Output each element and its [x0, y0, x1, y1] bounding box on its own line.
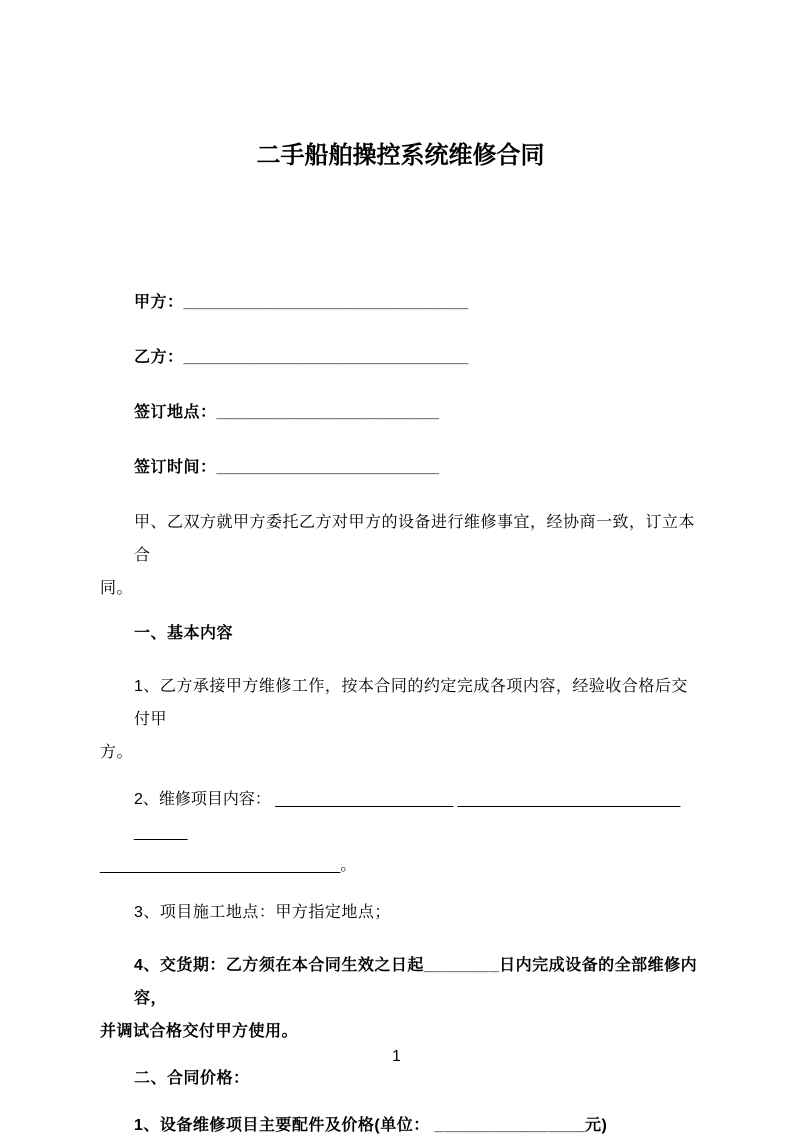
party-a-line	[100, 286, 701, 319]
intro-paragraph	[100, 506, 701, 605]
document-title: 二手船舶操控系统维修合同	[256, 142, 545, 169]
page-number: 1	[392, 1048, 401, 1065]
intro-line-2: 同。	[100, 580, 134, 597]
party-b-blank: ________________________________	[183, 349, 469, 366]
party-a-label: 甲方：	[134, 294, 184, 311]
item-3-paragraph: 3、项目施工地点：甲方指定地点；	[134, 904, 391, 921]
sign-place-blank: _________________________	[216, 404, 439, 421]
item-1-line-2: 方。	[100, 744, 134, 761]
item-5-paragraph: 1、设备维修项目主要配件及价格(单位： ________________元)	[134, 1117, 608, 1134]
sign-time-line	[100, 451, 701, 484]
party-a-blank: ________________________________	[183, 294, 469, 311]
sign-place-label: 签订地点：	[134, 404, 217, 421]
item-1-line-1: 1、乙方承接甲方维修工作，按本合同的约定完成各项内容，经验收合格后交付甲	[134, 678, 688, 728]
section-1-heading: 一、基本内容	[134, 625, 234, 642]
item-1-paragraph	[100, 670, 701, 769]
item-2-line-1: 2、维修项目内容： ____________________ _________________________ ______	[134, 791, 681, 841]
section-2-heading: 二、合同价格：	[134, 1070, 250, 1087]
party-b-line	[100, 341, 701, 374]
item-4-line-1: 4、交货期：乙方须在本合同生效之日起________日内完成设备的全部维修内容，	[134, 957, 698, 1007]
item-2-paragraph	[100, 783, 701, 882]
item-2-line-2: ___________________________。	[100, 857, 357, 874]
item-4-paragraph	[100, 949, 701, 1048]
sign-time-blank: _________________________	[216, 459, 439, 476]
party-b-label: 乙方：	[134, 349, 184, 366]
sign-place-line	[100, 396, 701, 429]
item-4-line-2: 并调试合格交付甲方使用。	[100, 1023, 299, 1040]
intro-line-1: 甲、乙双方就甲方委托乙方对甲方的设备进行维修事宜，经协商一致，订立本合	[134, 514, 696, 564]
sign-time-label: 签订时间：	[134, 459, 217, 476]
